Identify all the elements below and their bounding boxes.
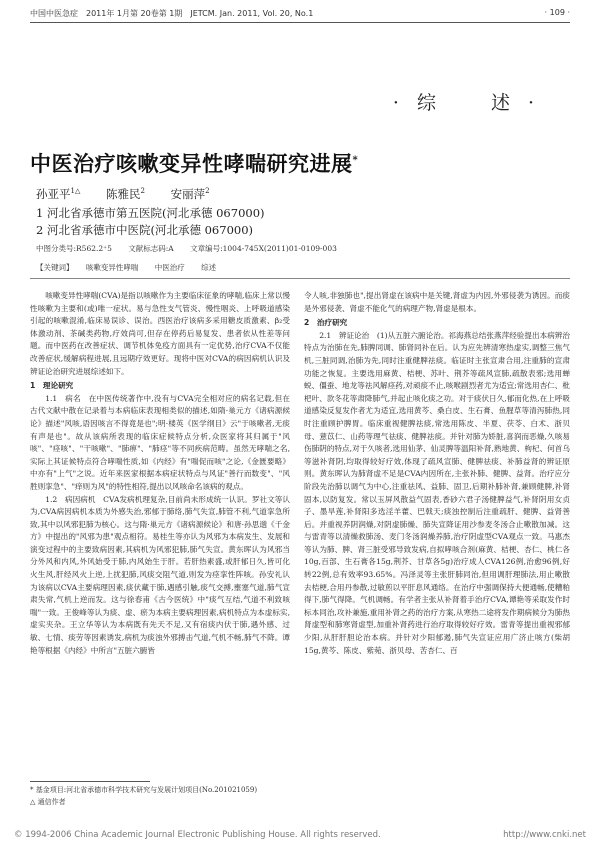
footnote-correspondence: △ 通信作者 (30, 798, 66, 806)
article-number: 文章编号:1004-745X(2011)01-0109-003 (190, 244, 337, 253)
section-heading: 1 理论研究 (30, 381, 74, 391)
source-url[interactable]: http://www.cnki.net (503, 830, 586, 840)
page-number: · 109 · (544, 8, 570, 17)
paragraph: 咳嗽变异性哮喘(CVA)是指以咳嗽作为主要临床征象的哮喘,临床上常以慢性咳嗽为主要和(或)唯一症状。易与急性支气管炎、慢性咽炎、上呼吸道感染引起的咳嗽混淆,临床易误诊、误治。西医治疗该病多采用糖皮质激素、β₂受体激动剂、茶碱类药物,疗效尚可,但存在停药后易复发、患者依从性差等问题。而中医药在改善症状、调节机体免疫方面具有一定优势,治疗CVA不仅能改善症状,缓解病程进展,且远期疗效更好。现将中医对CVA的病因病机认识及辨证论治研究进展综述如下。 (30, 291, 291, 376)
affiliation: 1 河北省承德市第五医院(河北承德 067000) (36, 206, 265, 220)
bottom-bar (0, 828, 600, 850)
classification-line (36, 243, 351, 254)
funding-mark: * (352, 155, 359, 166)
section-heading: 2 治疗研究 (304, 318, 348, 328)
document-code: 文献标志码:A (128, 244, 174, 253)
paragraph: 1.1 病名 在中医传统著作中,没有与CVA完全相对应的病名记载,但在古代文献中散在记录着与本病临床表现相类似的描述,如隋·巢元方《诸病源候论》描述"风咳,语因咳言不得竟是也";明·楼英《医学纲目》云"于咳嗽者,无痰有声是也"。故从该病所表现的临床症候特点分析,众医家将其归属于"风咳"、"痉咳"、"干咳嗽"、"肺痹"、"肺痉"等不同疾病范畴。虽然无哮喘之名,实际上其证候特点符合哮喘性质,如《内经》有"喘促而咳"之论,《金匮要略》中亦有"上气"之说。近年来医家根据本病症状特点与风证"善行而数变"、"风胜则挛急"、"痒则为风"的特性相符,提出以风咳命名该病的观点。 (30, 393, 290, 491)
article-title (30, 148, 358, 178)
copyright-text: © 1994-2006 China Academic Journal Electronic Publishing House. All rights reserved. (14, 830, 381, 840)
footnote-rule (30, 781, 150, 782)
paragraph: 令人咳,非独肺也",提出肾虚在该病中是关键,肾虚为内因,外邪侵袭为诱因。而痰是外邪侵袭、肾虚不能化气的病理产物,肾虚是根本。 (304, 291, 570, 313)
clc-number: 中图分类号:R562.2⁺5 (36, 244, 112, 253)
right-column (304, 290, 570, 657)
author: 孙亚平$^{1\triangle}$ (36, 187, 81, 201)
left-column (30, 290, 290, 657)
paragraph: 2.1 辨证论治 (1)从五脏六腑论治。祁海燕总结张燕萍经验提出本病辨治特点为治肺在先,肺脾同调、肺肾同补在后。认为应先辨清寒热虚实,调整三焦气机,三脏同调,治肺为先,同时注重健脾祛痰。临证时主张宣肃合用,注重肺的宣肃功能之恢复。主要选用麻黄、桔梗、苏叶、荆芥等疏风宣肺,疏散表邪;选用蝉蜕、僵蚕、地龙等祛风解痉药,对顽痰不止,咳喉剧烈者尤为适宜;常选用杏仁、枇杷叶、款冬花等肃降肺气,并起止咳化痰之功。对于痰伏日久,郁而化热,在上呼吸道感染反复发作者尤为适宜,选用黄芩、桑白皮、生石膏、鱼腥草等清泻肺热,同时注重顾护脾胃。临床重视健脾祛痰,常选用陈皮、半夏、茯苓、白术、浙贝母、薏苡仁、山药等理气祛痰、健脾祛痰。并针对肺为娇脏,喜润而恶燥,久咳易伤肺阴的特点,对于久咳者,选用仙茅、仙灵脾等温阳补肾,熟地黄、枸杞、何首乌等滋补肾阴,均取得较好疗效,体现了疏风宣肺、健脾祛痰、补肺益肾的辨证原则。黄东晖认为肺肾虚不足是CVA内因所在,主张补肺、健脾、益肾。治疗应分阶段先治肺以调气为中心,注重祛风、益肺、固卫,后期补肺补肾,兼顾健脾,补肾固本,以防复发。常以玉屏风散益气固表,香砂六君子汤健脾益气,补肾阴用女贞子、墨旱莲,补肾阳多选淫羊藿、巴戟天;痰浊控制后注重疏肝、健脾、益肾善后。并重视养阴润燥,对阴虚肺燥、肺失宣降证用沙参麦冬汤合止嗽散加减。这与雷青等以清燥救肺汤、麦门冬汤润燥养肺,治疗阴虚型CVA观点一致。马惠杰等认为肺、脾、肾三脏受邪导致发病,自拟哮咳合剂(麻黄、桔梗、杏仁、桃仁各10g,百部、生石膏各15g,荆芥、甘草各5g)治疗成人CVA126例,治愈96例,好转22例,总有效率93.65%。冯泽灵等主张肝肺同治,但用调肝理肺法,用止嗽散去桔梗,合用丹参散,过敏煎以平肝息风通络。在治疗中强调保持大便通畅,使糟粕得下,肺气得降。气机调畅。有学者主张从补肾着手治疗CVA,谭艳等采取发作时标本同治,攻补兼施,重用补肾之药的治疗方案,从寒热二途将发作期病候分为肺热肾虚型和肺寒肾虚型,加重补肾药进行治疗取得较好疗效。雷青等提出重视邪郁少阳,从肝肝胆论治本病。并针对少阳郁遏,肺气失宣证应用广济止咳方(柴胡15g,黄芩、陈皮、紫菀、浙贝母、苦杏仁、百 (304, 330, 570, 655)
author-list (36, 186, 232, 202)
keyword: 咳嗽变异性哮喘 (85, 263, 139, 272)
author: 安丽萍$^2$ (170, 187, 210, 201)
footnote-funding: * 基金项目:河北省承德市科学技术研究与发展计划项目(No.201021059) (30, 786, 258, 794)
author: 陈雅民$^2$ (106, 187, 145, 201)
article-title-text: 中医治疗咳嗽变异性哮喘研究进展 (30, 151, 353, 176)
keyword: 中医治疗 (154, 263, 185, 272)
keywords (36, 262, 564, 273)
section-label: ·综 述· (392, 92, 552, 114)
header-rule (30, 22, 570, 23)
paragraph: 1.2 病因病机 CVA发病机理复杂,目前尚未形成统一认识。罗社文等认为,CVA病因病机本质为外感失治,邪郁于肺络,肺气失宣,肺管不利,气道挛急所致,其中以风邪犯肺为核心。这与隋·巢元方《诸病源候论》和唐·孙思邈《千金方》中提出的"风邪为患"观点相符。易桂生等亦认为风邪为本病发生、发展和演变过程中的主要致病因素,其病机为风邪犯肺,肺气失宣。黄东晖认为风邪当分外风和内风,外风始受于肺,内风始生于肝。若肝热素盛,或肝郁日久,皆可化火生风,肝经风火上逆,上扰犯肺,风痰交阻气道,则发为痉挛性阵咳。孙安礼认为该病以CVA主要病理因素,痰伏藏于肺,遇感引触,痰气交搏,壅塞气道,肺气宣肃失常,气机上逆而发。这与徐春甫《古今医统》中"痰气互结,气道不利致咳喘"一致。王俊峰等认为痰、虚、瘀为本病主要病理因素,病机特点为本虚标实,虚实夹杂。王立华等认为本病既有先天不足,又有宿痰内伏于肺,遇外感、过敏、七情、痰劳等因素诱发,病机为痰浊外邪搏击气道,气机不畅,肺气不降。谭艳等根据《内经》中所言"五脏六腑皆 (30, 494, 290, 655)
keywords-rule (30, 278, 570, 279)
keywords-label: 【关键词】 (36, 263, 74, 272)
journal-citation: 中国中医急症 2011年 1月第 20卷第 1期 JETCM. Jan. 2011, Vol. 20, No.1 (30, 9, 314, 18)
affiliation: 2 河北省承德市中医院(河北承德 067000) (36, 223, 253, 237)
keyword: 综述 (201, 263, 217, 272)
